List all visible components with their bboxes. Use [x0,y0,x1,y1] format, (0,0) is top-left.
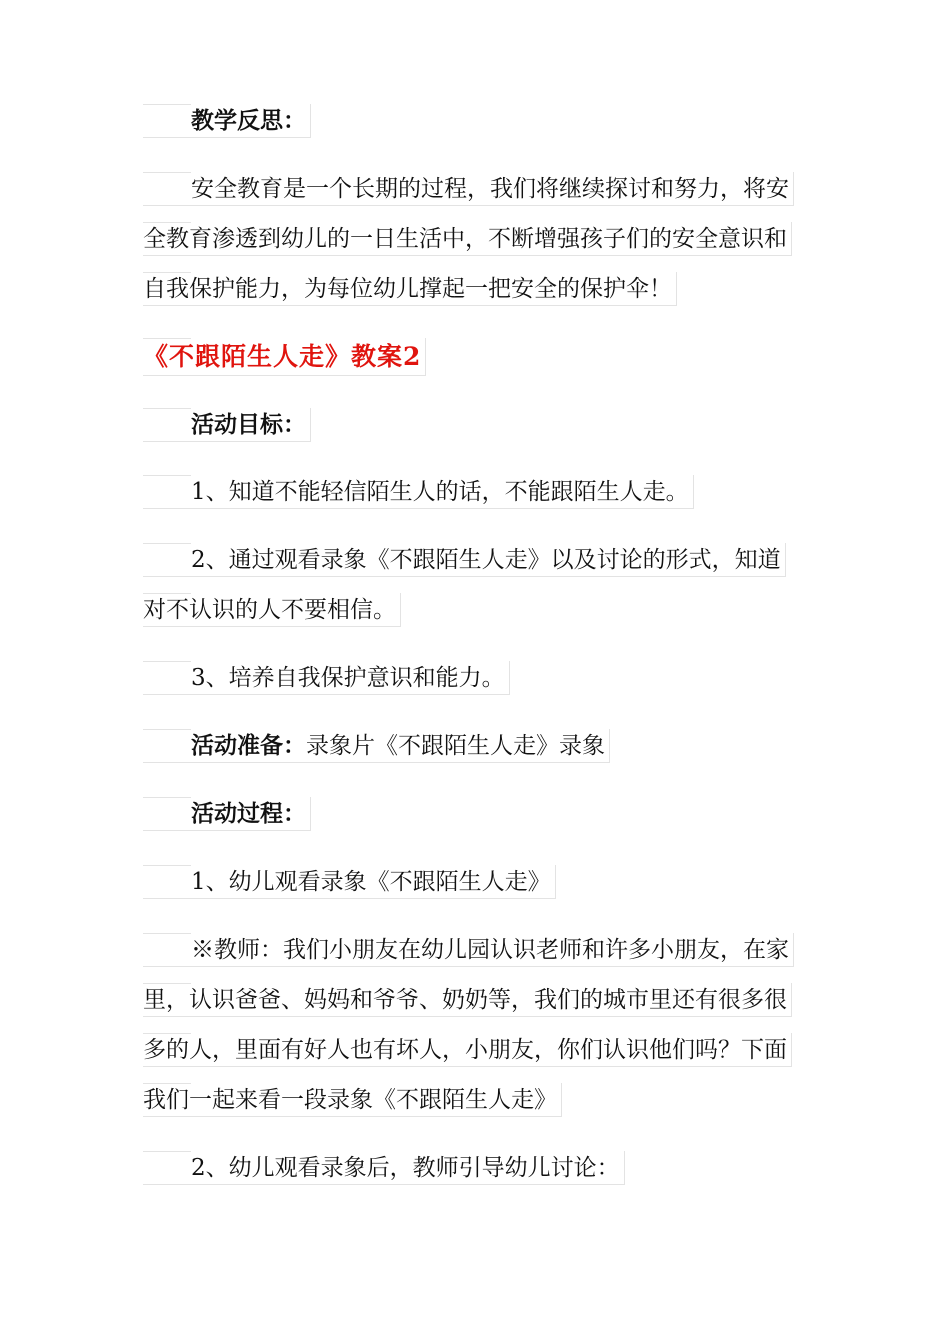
reflection-line-1: 安全教育是一个长期的过程，我们将继续探讨和努力，将安 [143,172,794,206]
prep-line [143,729,610,763]
reflection-line-2: 全教育渗透到幼儿的一日生活中，不断增强孩子们的安全意识和 [143,222,792,256]
prep-text: 录象片《不跟陌生人走》录象 [306,733,605,759]
teacher-line-1: ※教师：我们小朋友在幼儿园认识老师和许多小朋友，在家 [143,933,794,967]
goal-item-2-cont: 对不认识的人不要相信。 [143,593,401,627]
process-item-2: 2、幼儿观看录象后，教师引导幼儿讨论： [143,1151,625,1185]
goal-item-3: 3、培养自我保护意识和能力。 [143,661,510,695]
teacher-line-4: 我们一起来看一段录象《不跟陌生人走》 [143,1083,562,1117]
teacher-line-2: 里，认识爸爸、妈妈和爷爷、奶奶等，我们的城市里还有很多很 [143,983,792,1017]
goal-item-2: 2、通过观看录象《不跟陌生人走》以及讨论的形式，知道 [143,543,786,577]
goals-heading: 活动目标： [143,408,311,442]
lesson-title: 《不跟陌生人走》教案2 [143,338,426,376]
prep-label: 活动准备： [191,732,306,759]
reflection-line-3: 自我保护能力，为每位幼儿撑起一把安全的保护伞！ [143,272,677,306]
process-item-1: 1、幼儿观看录象《不跟陌生人走》 [143,865,556,899]
teacher-line-3: 多的人，里面有好人也有坏人，小朋友，你们认识他们吗？下面 [143,1033,792,1067]
process-heading: 活动过程： [143,797,311,831]
reflection-heading: 教学反思： [143,104,311,138]
goal-item-1: 1、知道不能轻信陌生人的话，不能跟陌生人走。 [143,475,694,509]
